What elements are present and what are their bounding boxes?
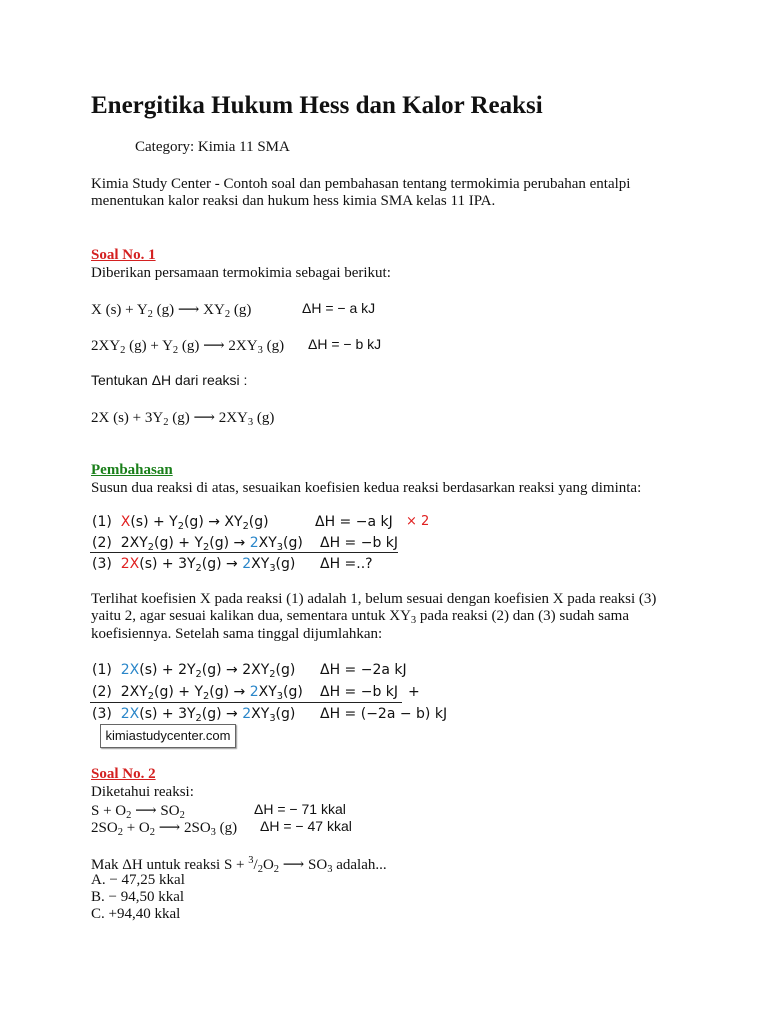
table2-plus: + (408, 684, 420, 700)
table2-row-3-dh: ΔH = (−2a − b) kJ (320, 706, 448, 722)
reaction-2-dh: ΔH = − b kJ (308, 336, 382, 352)
option-a: A. − 47,25 kkal (91, 872, 185, 888)
target-reaction: 2X $(s) + 3Y_2$ (g) ⟶ $2XY_3$ (g) (91, 410, 275, 429)
table1-row-1: (1) $X(s) + Y_2(g) \to XY_2(g)$ (92, 514, 269, 532)
soal-1-ask: Tentukan ΔH dari reaksi : (91, 372, 248, 388)
table2-row-3: (3) $2X(s) + 3Y_2(g) \to 2XY_3(g)$ (92, 706, 296, 724)
explain-line-1: Terlihat koefisien X pada reaksi (1) adalah 1, belum sesuai dengan koefisien X pada reaksi (3) (91, 591, 657, 607)
table1-divider (90, 552, 398, 553)
soal-2-reaction-1: $S + O_2$ ⟶ $SO_2$ (91, 803, 185, 822)
table2-row-1: (1) $2X(s) + 2Y_2(g) \to 2XY_2(g)$ (92, 662, 296, 680)
soal-2-question: Mak ΔH untuk reaksi $S + ^3/_2O_2$ ⟶ $SO_3$ adalah... (91, 855, 387, 876)
watermark-box: kimiastudycenter.com (100, 724, 236, 748)
soal-2-heading: Soal No. 2 (91, 766, 156, 782)
table2-row-1-dh: ΔH = −2a kJ (320, 662, 407, 678)
soal-2-given: Diketahui reaksi: (91, 784, 194, 800)
category-label: Category: Kimia 11 SMA (135, 139, 290, 155)
reaction-1-dh: ΔH = − a kJ (302, 300, 376, 316)
explain-line-3: koefisiennya. Setelah sama tinggal dijumlahkan: (91, 626, 383, 642)
table1-multiplier: × 2 (406, 514, 430, 529)
intro-line-1: Kimia Study Center - Contoh soal dan pembahasan tentang termokimia perubahan entalpi (91, 176, 631, 192)
pembahasan-instruction: Susun dua reaksi di atas, sesuaikan koefisien kedua reaksi berdasarkan reaksi yang diminta: (91, 480, 642, 496)
table1-row-1-dh: ΔH = −a kJ (315, 514, 393, 530)
reaction-1: X $(s) + Y_2$ (g) ⟶ $XY_2$ (g) (91, 302, 252, 321)
reaction-2: $2XY_2$ $(g) + Y_2$ (g) ⟶ $2XY_3$ (g) (91, 338, 285, 357)
soal-2-reaction-1-dh: ΔH = − 71 kkal (254, 801, 346, 817)
table1-row-2: (2) $2XY_2(g) + Y_2(g) \to 2XY_3(g)$ (92, 535, 303, 553)
explain-line-2: yaitu 2, agar sesuai kalikan dua, sementara untuk $XY_3$ pada reaksi (2) dan (3) sudah sama (91, 608, 629, 627)
table1-row-2-dh: ΔH = −b kJ (320, 535, 399, 551)
option-c: C. +94,40 kkal (91, 906, 181, 922)
page-title: Energitika Hukum Hess dan Kalor Reaksi (91, 92, 543, 119)
table2-divider (90, 702, 402, 703)
soal-2-reaction-2-dh: ΔH = − 47 kkal (260, 818, 352, 834)
table2-row-2: (2) $2XY_2(g) + Y_2(g) \to 2XY_3(g)$ (92, 684, 303, 702)
table2-row-2-dh: ΔH = −b kJ (320, 684, 399, 700)
soal-2-reaction-2: $2SO_2 + O_2$ ⟶ $2SO_3$ (g) (91, 820, 238, 839)
table1-row-3-dh: ΔH =..? (320, 556, 373, 572)
soal-1-heading: Soal No. 1 (91, 247, 156, 263)
soal-1-given: Diberikan persamaan termokimia sebagai berikut: (91, 265, 391, 281)
pembahasan-heading: Pembahasan (91, 462, 173, 478)
intro-line-2: menentukan kalor reaksi dan hukum hess kimia SMA kelas 11 IPA. (91, 193, 496, 209)
option-b: B. − 94,50 kkal (91, 889, 185, 905)
table1-row-3: (3) $2X(s) + 3Y_2(g) \to 2XY_3(g)$ (92, 556, 296, 574)
